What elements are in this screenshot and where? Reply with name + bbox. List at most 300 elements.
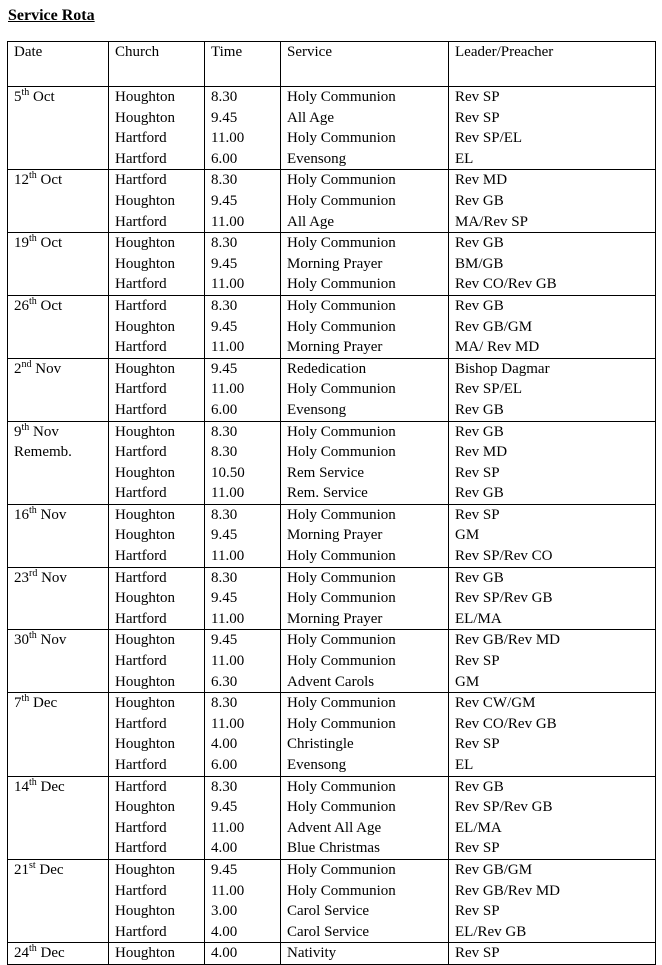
leader-value: Rev SP (455, 109, 500, 126)
leader-value: Rev SP/Rev GB (455, 799, 553, 816)
church-value: Houghton (115, 89, 175, 105)
table-row (8, 504, 656, 567)
date-cell (8, 630, 109, 693)
time-cell (205, 943, 281, 965)
service-value: Holy Communion (287, 653, 396, 670)
time-value: 11.00 (211, 882, 245, 899)
date-day: 24 (14, 945, 29, 962)
leader-value: EL/MA (455, 610, 502, 627)
church-value: Hartford (115, 840, 167, 857)
time-value: 9.45 (211, 799, 238, 816)
time-value: 8.30 (211, 778, 238, 795)
time-value: 3.00 (211, 903, 238, 920)
leader-value: EL/MA (455, 819, 502, 836)
header-time: Time (205, 42, 281, 87)
leader-cell (449, 567, 656, 630)
time-value: 9.45 (211, 527, 238, 544)
date-cell (8, 421, 109, 504)
church-value: Hartford (115, 819, 167, 836)
date-text (14, 233, 105, 254)
church-value: Houghton (115, 632, 175, 649)
table-row (8, 87, 656, 170)
church-cell (109, 630, 205, 693)
leader-value: Rev SP (455, 736, 500, 753)
leader-value: Rev CW/GM (455, 695, 536, 712)
church-value: Hartford (115, 381, 167, 398)
church-value: Houghton (115, 360, 175, 377)
church-value: Hartford (115, 569, 167, 586)
church-cell (109, 170, 205, 233)
date-day: 14 (14, 778, 29, 795)
church-value: Houghton (115, 506, 175, 523)
table-row (8, 358, 656, 421)
table-row (8, 170, 656, 233)
leader-value: Rev GB (455, 569, 504, 586)
leader-cell (449, 87, 656, 170)
date-cell (8, 233, 109, 296)
service-value: Evensong (287, 757, 347, 773)
service-cell (281, 776, 449, 859)
service-value: Rem. Service (287, 485, 368, 502)
leader-value: Rev SP (455, 945, 500, 962)
date-cell (8, 358, 109, 421)
leader-value: Rev GB (455, 485, 504, 502)
time-value: 8.30 (211, 172, 238, 189)
date-day: 12 (14, 172, 29, 189)
date-ordinal: th (29, 295, 37, 307)
church-value: Hartford (115, 150, 167, 167)
leader-value: Rev SP/EL (455, 130, 523, 147)
date-ordinal: rd (29, 567, 38, 579)
time-cell (205, 630, 281, 693)
service-rota-table (7, 41, 656, 965)
church-cell (109, 358, 205, 421)
date-ordinal: th (29, 233, 37, 245)
date-month: Nov (41, 569, 67, 586)
header-church: Church (109, 42, 205, 87)
church-value: Houghton (115, 736, 175, 753)
date-cell (8, 567, 109, 630)
service-value: Advent All Age (287, 819, 382, 836)
service-value: Holy Communion (287, 548, 396, 565)
time-value: 11.00 (211, 130, 245, 147)
date-month: Dec (40, 945, 65, 962)
time-value: 6.30 (211, 673, 238, 690)
time-value: 8.30 (211, 569, 238, 586)
leader-cell (449, 630, 656, 693)
date-ordinal: th (29, 170, 37, 182)
date-ordinal: th (29, 630, 37, 642)
leader-value: Rev GB (455, 192, 504, 209)
service-value: Advent Carols (287, 673, 375, 690)
leader-value: Rev SP (455, 903, 500, 920)
table-row (8, 630, 656, 693)
service-value: Holy Communion (287, 778, 396, 795)
church-value: Hartford (115, 778, 167, 795)
time-value: 9.45 (211, 360, 238, 377)
leader-cell (449, 358, 656, 421)
time-value: 8.30 (211, 444, 238, 461)
service-value: Morning Prayer (287, 527, 383, 544)
church-value: Houghton (115, 673, 175, 690)
date-ordinal: st (29, 859, 36, 871)
church-value: Hartford (115, 444, 167, 461)
time-cell (205, 567, 281, 630)
leader-value: Rev GB/GM (455, 318, 533, 335)
service-cell (281, 693, 449, 776)
church-value: Hartford (115, 276, 167, 293)
time-value: 10.50 (211, 464, 245, 481)
time-value: 6.00 (211, 757, 238, 773)
service-value: Blue Christmas (287, 840, 380, 857)
leader-value: Rev GB/Rev MD (455, 632, 560, 649)
service-value: Holy Communion (287, 590, 396, 607)
date-day: 19 (14, 235, 29, 252)
leader-value: Rev SP/Rev CO (455, 548, 553, 565)
service-value: Morning Prayer (287, 339, 383, 356)
leader-cell (449, 421, 656, 504)
leader-value: Bishop Dagmar (455, 360, 550, 377)
time-value: 9.45 (211, 255, 238, 272)
service-value: Carol Service (287, 923, 370, 940)
leader-value: Rev GB (455, 297, 504, 314)
leader-value: Rev MD (455, 172, 508, 189)
leader-value: Rev GB (455, 778, 504, 795)
date-cell (8, 943, 109, 965)
date-ordinal: th (29, 504, 37, 516)
service-value: Evensong (287, 150, 347, 167)
time-value: 8.30 (211, 506, 238, 523)
table-row (8, 693, 656, 776)
service-value: All Age (287, 109, 335, 126)
date-month: Oct (40, 235, 63, 252)
service-value: Nativity (287, 945, 337, 962)
service-value: Holy Communion (287, 799, 396, 816)
service-value: Holy Communion (287, 130, 396, 147)
time-value: 11.00 (211, 610, 245, 627)
time-value: 9.45 (211, 590, 238, 607)
table-header (8, 42, 656, 87)
leader-value: EL (455, 150, 474, 167)
time-cell (205, 504, 281, 567)
time-value: 9.45 (211, 318, 238, 335)
date-text (14, 505, 105, 526)
time-value: 8.30 (211, 297, 238, 314)
church-value: Houghton (115, 255, 175, 272)
date-cell (8, 170, 109, 233)
church-cell (109, 87, 205, 170)
time-value: 6.00 (211, 150, 238, 167)
church-cell (109, 233, 205, 296)
leader-value: Rev SP (455, 506, 500, 523)
church-cell (109, 943, 205, 965)
service-value: Holy Communion (287, 423, 396, 440)
service-value: Holy Communion (287, 861, 396, 878)
service-cell (281, 504, 449, 567)
date-note: Rememb. (14, 444, 72, 461)
church-cell (109, 859, 205, 942)
time-value: 9.45 (211, 192, 238, 209)
church-value: Hartford (115, 485, 167, 502)
church-value: Hartford (115, 297, 167, 314)
leader-value: Rev GB (455, 235, 504, 252)
service-value: Holy Communion (287, 192, 396, 209)
church-value: Houghton (115, 590, 175, 607)
service-cell (281, 567, 449, 630)
time-value: 8.30 (211, 235, 238, 252)
leader-value: Rev SP (455, 653, 500, 670)
leader-value: Rev CO/Rev GB (455, 715, 557, 732)
leader-value: Rev GB/Rev MD (455, 882, 560, 899)
leader-cell (449, 295, 656, 358)
date-day: 5 (14, 89, 22, 105)
time-value: 8.30 (211, 695, 238, 712)
church-value: Houghton (115, 423, 175, 440)
leader-cell (449, 504, 656, 567)
date-day: 16 (14, 506, 29, 523)
date-ordinal: th (29, 776, 37, 788)
date-text (14, 630, 105, 651)
service-value: Morning Prayer (287, 610, 383, 627)
church-value: Hartford (115, 882, 167, 899)
date-day: 2 (14, 360, 22, 377)
church-value: Houghton (115, 799, 175, 816)
time-value: 8.30 (211, 423, 238, 440)
leader-value: Rev MD (455, 444, 508, 461)
leader-cell (449, 693, 656, 776)
header-leader: Leader/Preacher (449, 42, 656, 87)
leader-value: Rev SP (455, 464, 500, 481)
time-value: 11.00 (211, 548, 245, 565)
time-value: 11.00 (211, 715, 245, 732)
service-value: Holy Communion (287, 381, 396, 398)
leader-cell (449, 233, 656, 296)
time-value: 11.00 (211, 339, 245, 356)
time-value: 9.45 (211, 632, 238, 649)
date-ordinal: nd (21, 358, 32, 370)
time-value: 11.00 (211, 213, 245, 230)
date-month: Nov (35, 360, 62, 377)
time-cell (205, 358, 281, 421)
table-row (8, 776, 656, 859)
time-value: 11.00 (211, 276, 245, 293)
leader-value: Rev GB (455, 401, 504, 418)
date-ordinal: th (21, 87, 30, 98)
date-month: Dec (39, 861, 64, 878)
church-value: Houghton (115, 527, 175, 544)
service-value: Holy Communion (287, 632, 396, 649)
church-cell (109, 776, 205, 859)
table-row (8, 295, 656, 358)
date-month: Oct (40, 172, 63, 189)
leader-value: Rev GB/GM (455, 861, 533, 878)
leader-value: Rev GB (455, 423, 504, 440)
time-value: 9.45 (211, 109, 238, 126)
rota-table-body (8, 87, 656, 965)
service-cell (281, 859, 449, 942)
header-date: Date (8, 42, 109, 87)
date-ordinal: th (29, 943, 37, 955)
leader-value: Rev SP (455, 840, 500, 857)
date-text (14, 693, 105, 714)
date-day: 26 (14, 297, 29, 314)
date-text (14, 296, 105, 317)
church-value: Houghton (115, 861, 175, 878)
date-text (14, 422, 105, 443)
date-day: 30 (14, 632, 29, 649)
time-value: 11.00 (211, 819, 245, 836)
church-value: Houghton (115, 109, 175, 126)
date-text (14, 568, 105, 589)
date-text (14, 943, 105, 964)
church-value: Hartford (115, 653, 167, 670)
leader-value: EL/Rev GB (455, 923, 527, 940)
time-value: 4.00 (211, 945, 238, 962)
table-row (8, 421, 656, 504)
date-text (14, 777, 105, 798)
table-row (8, 233, 656, 296)
service-cell (281, 358, 449, 421)
church-cell (109, 421, 205, 504)
date-day: 9 (14, 423, 22, 440)
leader-value: MA/Rev SP (455, 213, 528, 230)
date-cell (8, 87, 109, 170)
leader-value: MA/ Rev MD (455, 339, 540, 356)
church-value: Hartford (115, 401, 167, 418)
date-text (14, 170, 105, 191)
table-row (8, 859, 656, 942)
date-month: Dec (40, 778, 65, 795)
leader-value: GM (455, 527, 480, 544)
date-cell (8, 693, 109, 776)
church-value: Hartford (115, 610, 167, 627)
church-value: Houghton (115, 192, 175, 209)
service-value: All Age (287, 213, 335, 230)
service-value: Rem Service (287, 464, 365, 481)
time-value: 9.45 (211, 861, 238, 878)
table-row (8, 567, 656, 630)
service-value: Holy Communion (287, 444, 396, 461)
date-month: Nov (40, 506, 67, 523)
leader-cell (449, 943, 656, 965)
date-ordinal: th (21, 693, 30, 705)
leader-value: Rev CO/Rev GB (455, 276, 557, 293)
date-cell (8, 859, 109, 942)
leader-cell (449, 859, 656, 942)
time-cell (205, 87, 281, 170)
date-day: 23 (14, 569, 29, 586)
date-day: 21 (14, 861, 29, 878)
church-value: Houghton (115, 464, 175, 481)
service-cell (281, 421, 449, 504)
time-value: 8.30 (211, 89, 238, 105)
service-value: Holy Communion (287, 882, 396, 899)
date-month: Nov (33, 423, 59, 440)
page-title: Service Rota (8, 7, 95, 24)
leader-value: Rev SP (455, 89, 500, 105)
leader-value: Rev SP/Rev GB (455, 590, 553, 607)
time-cell (205, 421, 281, 504)
time-value: 11.00 (211, 485, 245, 502)
church-value: Hartford (115, 130, 167, 147)
service-cell (281, 170, 449, 233)
leader-cell (449, 776, 656, 859)
church-value: Hartford (115, 172, 167, 189)
leader-value: EL (455, 757, 474, 773)
leader-cell (449, 170, 656, 233)
church-cell (109, 504, 205, 567)
time-cell (205, 693, 281, 776)
service-value: Holy Communion (287, 318, 396, 335)
service-value: Carol Service (287, 903, 370, 920)
time-cell (205, 233, 281, 296)
church-cell (109, 295, 205, 358)
church-value: Houghton (115, 695, 175, 712)
table-row (8, 943, 656, 965)
time-value: 6.00 (211, 401, 238, 418)
service-value: Christingle (287, 736, 354, 753)
church-value: Hartford (115, 339, 167, 356)
church-cell (109, 693, 205, 776)
church-value: Houghton (115, 318, 175, 335)
service-value: Evensong (287, 401, 347, 418)
service-value: Holy Communion (287, 715, 396, 732)
date-text (14, 87, 105, 108)
church-value: Hartford (115, 715, 167, 732)
service-value: Morning Prayer (287, 255, 383, 272)
time-cell (205, 776, 281, 859)
time-value: 4.00 (211, 840, 238, 857)
church-value: Hartford (115, 757, 167, 773)
date-ordinal: th (21, 421, 30, 433)
date-cell (8, 295, 109, 358)
time-cell (205, 859, 281, 942)
date-text (14, 359, 105, 380)
time-value: 4.00 (211, 923, 238, 940)
church-value: Houghton (115, 903, 175, 920)
service-cell (281, 295, 449, 358)
time-cell (205, 295, 281, 358)
date-cell (8, 776, 109, 859)
date-month: Oct (40, 297, 63, 314)
leader-value: GM (455, 673, 480, 690)
service-value: Rededication (287, 360, 367, 377)
date-month: Oct (33, 89, 55, 105)
leader-value: BM/GB (455, 255, 504, 272)
time-value: 11.00 (211, 653, 245, 670)
church-value: Hartford (115, 923, 167, 940)
time-cell (205, 170, 281, 233)
church-value: Hartford (115, 548, 167, 565)
service-value: Holy Communion (287, 172, 396, 189)
date-month: Dec (33, 695, 58, 712)
church-value: Hartford (115, 213, 167, 230)
date-cell (8, 504, 109, 567)
service-value: Holy Communion (287, 695, 396, 712)
service-cell (281, 233, 449, 296)
service-cell (281, 87, 449, 170)
leader-value: Rev SP/EL (455, 381, 523, 398)
service-cell (281, 630, 449, 693)
header-service: Service (281, 42, 449, 87)
service-value: Holy Communion (287, 297, 396, 314)
time-value: 11.00 (211, 381, 245, 398)
service-value: Holy Communion (287, 89, 396, 105)
church-cell (109, 567, 205, 630)
service-value: Holy Communion (287, 506, 396, 523)
service-value: Holy Communion (287, 569, 396, 586)
service-value: Holy Communion (287, 235, 396, 252)
